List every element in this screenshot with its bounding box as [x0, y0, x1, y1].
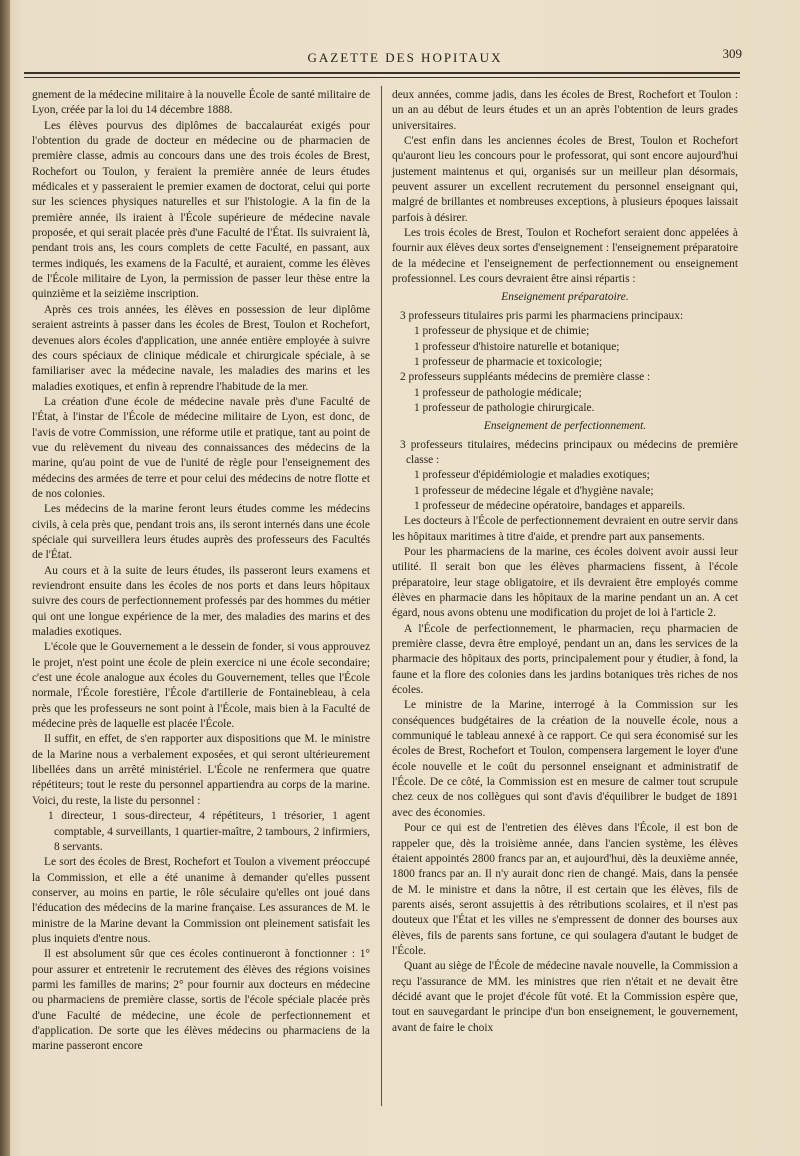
list-item: 1 professeur d'épidémiologie et maladies exotiques; [414, 469, 650, 482]
paragraph: Après ces trois années, les élèves en possession de leur diplôme seraient astreints à passer dans les écoles de Brest, Toulon et Rochefort, devenues alors écoles d'application, une année entière employée à suivre des cours spéciaux de clinique médicale et chirurgicale spéciale, à se familiariser avec la médecine navale, les maladies des marins et les maladies exotiques, et enfin à reprendre l'habitude de la mer. [32, 303, 370, 393]
paragraph: A l'École de perfectionnement, le pharmacien, reçu pharmacien de première classe, devra être employé, pendant un an, dans les services de la pharmacie des hôpitaux des ports, principalement pour y étudier, à fond, la faune et la flore des colonies dans les jardins botaniques très riches de nos écoles. [392, 622, 738, 697]
paragraph: Pour ce qui est de l'entretien des élèves dans l'École, il est bon de rappeler que, dès la troisième année, dans l'ancien système, les élèves étaient appointés 2800 francs par an, et aujourd'hui, dès la deuxième année, 1800 francs par an. Il n'y aurait donc rien de changé. Mais, dans la pensée de M. le ministre et dans la nôtre, il est certain que les élèves, fils de parents aisés, seront assujettis à des rétributions scolaires, et il n'est pas douteux que l'État et les villes ne s'empressent de donner des bourses aux élèves, fils de parents sans fortune, ce qui soulagera d'autant le budget de l'École. [392, 822, 738, 957]
paragraph: Il est absolument sûr que ces écoles continueront à fonctionner : 1° pour assurer et entretenir le recrutement des élèves des régions voisines parmi les familles de marins; 2° pour fournir aux docteurs en médecine ou pharmaciens de première classe, sortis de l'école spéciale placée près d'une Faculté de médecine, une école de perfectionnement et d'application. De sorte que les élèves médecins ou pharmaciens de la marine passeront encore [32, 948, 370, 1053]
list-item: 1 professeur de médecine légale et d'hygiène navale; [414, 484, 654, 497]
paragraph: Le sort des écoles de Brest, Rochefort et Toulon a vivement préoccupé la Commission, et elle a été unanime à demander qu'elles pussent conserver, au moins en partie, le rôle séculaire qu'elles ont joué dans l'éducation des médecins de la marine française. Les assurances de M. le ministre de la Marine devant la Commission ont pleinement satisfait les plus inquiets d'entre nous. [32, 856, 370, 945]
section-heading: Enseignement de perfectionnement. [483, 420, 647, 433]
paragraph: Pour les pharmaciens de la marine, ces écoles doivent avoir aussi leur utilité. Il serait bon que les élèves pharmaciens fissent, à l'école préparatoire, leur stage obligatoire, et ils devraient être employés comme élèves en pharmacie dans les hôpitaux de la marine pendant un an. A cet égard, nous avons obtenu une modification du projet de loi à l'article 2. [392, 545, 738, 620]
paragraph: Le ministre de la Marine, interrogé à la Commission sur les conséquences budgétaires de la création de la nouvelle école, nous a communiqué le tableau annexé à ce rapport. Ce qui sera économisé sur les écoles de Brest, Rochefort et Toulon, compensera largement le loyer d'une école nouvelle et le coût du personnel enseignant et administratif de l'École. De ce côté, la Commission est en mesure de calmer tout scrupule chez ceux de nos collègues qui sont d'avis d'équilibrer le budget de 1891 avec des économies. [392, 699, 738, 819]
header-rule-thin [24, 77, 740, 78]
paragraph: gnement de la médecine militaire à la nouvelle École de santé militaire de Lyon, créée par la loi du 14 décembre 1888. [32, 89, 370, 117]
page-binding-edge [0, 0, 10, 1156]
paragraph: Les docteurs à l'École de perfectionnement devraient en outre servir dans les hôpitaux maritimes à titre d'aide, et prendre part aux pansements. [392, 515, 738, 543]
paragraph: Les élèves pourvus des diplômes de baccalauréat exigés pour l'obtention du grade de docteur en médecine ou de pharmacien de première classe, admis au concours dans une des trois écoles de Brest, Rochefort ou Toulon, y feraient la première année de leurs études médicales et y passeraient le premier examen de doctorat, celui qui porte sur les sciences physiques naturelles et sur l'histologie. A la fin de la première année, ils iraient à l'École supérieure de médecine navale proposée, et qui serait placée près d'une Faculté de l'État. Ils suivraient là, pendant trois ans, les cours complets de cette Faculté, en passant, aux termes indiqués, les examens de la Faculté, et auraient, comme les élèves de l'École militaire de Lyon, la permission de passer leur thèse entre la quinzième et la seizième inscription. [32, 119, 370, 301]
list-group: 2 professeurs suppléants médecins de première classe : [400, 371, 651, 384]
list-item: 1 professeur de médecine opératoire, bandages et appareils. [414, 499, 686, 512]
column-divider [381, 86, 382, 1106]
list-item: 1 professeur d'histoire naturelle et botanique; [414, 340, 620, 353]
paragraph: C'est enfin dans les anciennes écoles de Brest, Toulon et Rochefort qu'auront lieu les concours pour le professorat, qui sont encore aujourd'hui justement maintenus et qui, organisés sur un meilleur plan désormais, peuvent assurer un excellent recrutement du personnel enseignant qui, malgré de brillantes et nombreuses exceptions, à plusieurs époques laissait parfois à désirer. [392, 135, 738, 224]
list-item: 1 professeur de pathologie médicale; [414, 386, 582, 399]
paragraph: L'école que le Gouvernement a le dessein de fonder, si vous approuvez le projet, n'est point une école de plein exercice ni une école secondaire; c'est une école analogue aux écoles du Gouvernement, telles que l'École normale, l'École forestière, l'École d'artillerie de Fontainebleau, à cela près que les professeurs ne sont point à l'École, mais bien à la Faculté de médecine près de laquelle est placée l'École. [32, 641, 370, 731]
list-item: 1 professeur de pharmacie et toxicologie; [414, 355, 603, 368]
journal-title: GAZETTE DES HOPITAUX [307, 50, 503, 65]
paragraph: Il suffit, en effet, de s'en rapporter aux dispositions que M. le ministre de la Marine nous a verbalement exposées, et qui seront ultérieurement libellées dans un arrêté ministériel. L'École ne renfermera que quatre répétiteurs; tout le reste du personnel appartiendra au corps de la marine. Voici, du reste, la liste du personnel : [32, 733, 370, 807]
list-item: 1 professeur de pathologie chirurgicale. [414, 401, 595, 414]
list-group: 3 professeurs titulaires pris parmi les pharmaciens principaux: [400, 309, 684, 322]
paragraph: Les trois écoles de Brest, Toulon et Rochefort seraient donc appelées à fournir aux élèves deux sortes d'enseignement : l'enseignement préparatoire de la médecine et l'enseignement de perfectionnement ou enseignement professionnel. Les cours devraient être ainsi répartis : [392, 227, 738, 286]
header-rule-thick [24, 72, 740, 74]
page-header [20, 44, 790, 84]
section-heading: Enseignement préparatoire. [501, 291, 629, 304]
paragraph: Quant au siège de l'École de médecine navale nouvelle, la Commission a reçu l'assurance de MM. les ministres que rien n'était et ne devait être décidé avant que le projet d'école fût voté. Et la Commission espère que, tout en sauvegardant le principe d'un bon enseignement, le gouvernement, avant de faire le choix [392, 960, 738, 1034]
paragraph: Les médecins de la marine feront leurs études comme les médecins civils, à cela près que, pendant trois ans, ils seront internés dans une école spéciale qui surveillera leurs études auprès des professeurs des Facultés de l'État. [32, 503, 370, 562]
paragraph: deux années, comme jadis, dans les écoles de Brest, Rochefort et Toulon : un an au début de leurs études et un an après l'obtention de leurs grades universitaires. [392, 89, 738, 132]
paragraph: La création d'une école de médecine navale près d'une Faculté de l'État, à l'instar de l'École de médecine militaire de Lyon, est donc, de l'avis de votre Commission, une réforme utile et pratique, tant au point de vue du relèvement du niveau des connaissances des médecins de la marine, qu'au point de vue de l'unité de règle pour l'enseignement des médecins des armées de terre et pour celui des médecins de notre flotte et de nos colonies. [32, 395, 370, 500]
personnel-list: 1 directeur, 1 sous-directeur, 4 répétiteurs, 1 trésorier, 1 agent comptable, 4 surveillants, 1 quartier-maître, 2 tambours, 2 infirmiers, 8 servants. [48, 810, 370, 853]
page-number: 309 [722, 46, 742, 61]
right-column [392, 88, 738, 1036]
list-group: 3 professeurs titulaires, médecins principaux ou médecins de première classe : [400, 438, 738, 466]
left-column [32, 88, 370, 1055]
paragraph: Au cours et à la suite de leurs études, ils passeront leurs examens et reviendront ensuite dans les écoles de nos ports et dans leurs hôpitaux suivre des cours de perfectionnement professés par des hommes du métier qui ont une longue expérience de la mer, des maladies des marins et des maladies exotiques. [32, 564, 370, 639]
list-item: 1 professeur de physique et de chimie; [414, 325, 590, 338]
